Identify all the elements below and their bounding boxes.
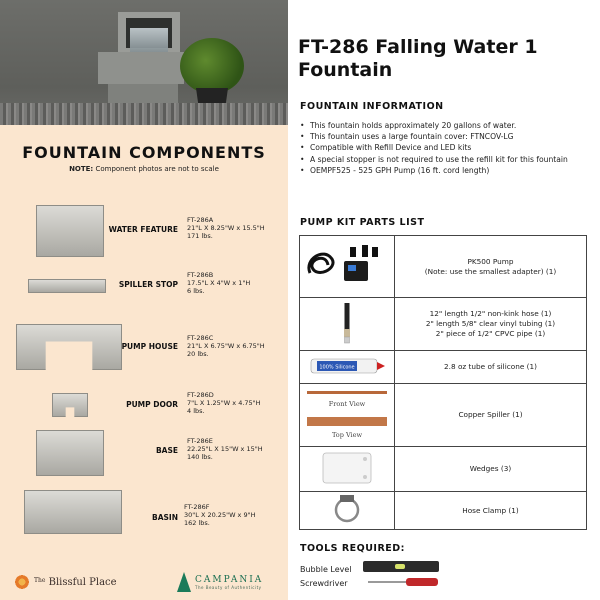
table-row: PK500 Pump (Note: use the smallest adapter) (1)	[300, 236, 587, 298]
pump-house-image	[16, 324, 122, 370]
list-item: • OEMPF525 - 525 GPH Pump (16 ft. cord length)	[300, 165, 585, 176]
component-name: PUMP HOUSE	[121, 342, 178, 351]
component-name: BASE	[155, 446, 178, 455]
components-panel	[0, 0, 288, 600]
hose-icon	[300, 298, 395, 351]
component-name: PUMP DOOR	[126, 400, 178, 409]
component-spec: FT-286B 17.5"L X 4"W x 1"H 6 lbs.	[187, 271, 251, 295]
tool-label: Screwdriver	[300, 579, 348, 588]
component-name: SPILLER STOP	[118, 280, 178, 289]
silicone-tube-icon	[300, 351, 395, 384]
table-row: Front View Top View Copper Spiller (1)	[300, 384, 587, 447]
svg-text:Front View: Front View	[328, 399, 366, 408]
list-item: • A special stopper is not required to use the refill kit for this fountain	[300, 154, 585, 165]
list-item: • This fountain holds approximately 20 gallons of water.	[300, 120, 585, 131]
basin-image	[24, 490, 122, 534]
campania-mark-icon	[177, 572, 191, 592]
component-spec: FT-286F 30"L X 20.25"W x 9"H 162 lbs.	[184, 503, 256, 527]
list-item: • This fountain uses a large fountain cover: FTNCOV-LG	[300, 131, 585, 142]
page-title: FT-286 Falling Water 1 Fountain	[298, 36, 538, 81]
bubble-level-icon	[363, 561, 439, 572]
water-feature-image	[36, 205, 104, 257]
component-name: BASIN	[152, 513, 178, 522]
wedges-icon	[300, 447, 395, 492]
table-row: 100% Silicone 2.8 oz tube of silicone (1)	[300, 351, 587, 384]
pump-door-image	[52, 393, 88, 417]
screwdriver-icon	[368, 578, 438, 586]
component-spec: FT-286E 22.25"L X 15"W x 15"H 140 lbs.	[187, 437, 263, 461]
blissful-place-logo: $^{The}$ Blissful Place	[14, 574, 117, 590]
hose-clamp-icon	[300, 492, 395, 530]
svg-text:100% Silicone: 100% Silicone	[319, 364, 355, 370]
component-spec: FT-286D 7"L X 1.25"W x 4.75"H 4 lbs.	[187, 391, 261, 415]
pump-kit-heading: PUMP KIT PARTS LIST	[300, 217, 425, 228]
table-row: Wedges (3)	[300, 447, 587, 492]
pump-kit-table	[299, 235, 587, 530]
base-image	[36, 430, 104, 476]
copper-spiller-icon	[300, 384, 395, 447]
svg-text:Top View: Top View	[331, 430, 363, 439]
tool-label: Bubble Level	[300, 565, 352, 574]
component-spec: FT-286A 21"L X 8.25"W x 15.5"H 171 lbs.	[187, 216, 265, 240]
plant	[180, 38, 244, 94]
pump-icon	[300, 236, 395, 298]
tools-list	[300, 563, 352, 591]
spiller-stop-image	[28, 279, 106, 293]
components-note: NOTE: Component photos are not to scale	[69, 165, 219, 173]
list-item: • Compatible with Refill Device and LED kits	[300, 142, 585, 153]
table-row: 12" length 1/2" non-kink hose (1) 2" length 5/8" clear vinyl tubing (1) 2" piece of 1/2" CPVC pipe (1)	[300, 298, 587, 351]
component-spec: FT-286C 21"L X 6.75"W x 6.75"H 20 lbs.	[187, 334, 265, 358]
campania-logo: CAMPANIA The Beauty of Authenticity	[177, 572, 263, 592]
info-list	[300, 120, 585, 176]
flower-icon	[14, 574, 30, 590]
fountain-photo	[0, 0, 288, 125]
component-name: WATER FEATURE	[108, 225, 178, 234]
components-heading: FOUNTAIN COMPONENTS	[22, 143, 266, 162]
tools-heading: TOOLS REQUIRED:	[300, 543, 405, 554]
info-heading: FOUNTAIN INFORMATION	[300, 101, 444, 112]
table-row: Hose Clamp (1)	[300, 492, 587, 530]
falling-water	[130, 28, 168, 54]
